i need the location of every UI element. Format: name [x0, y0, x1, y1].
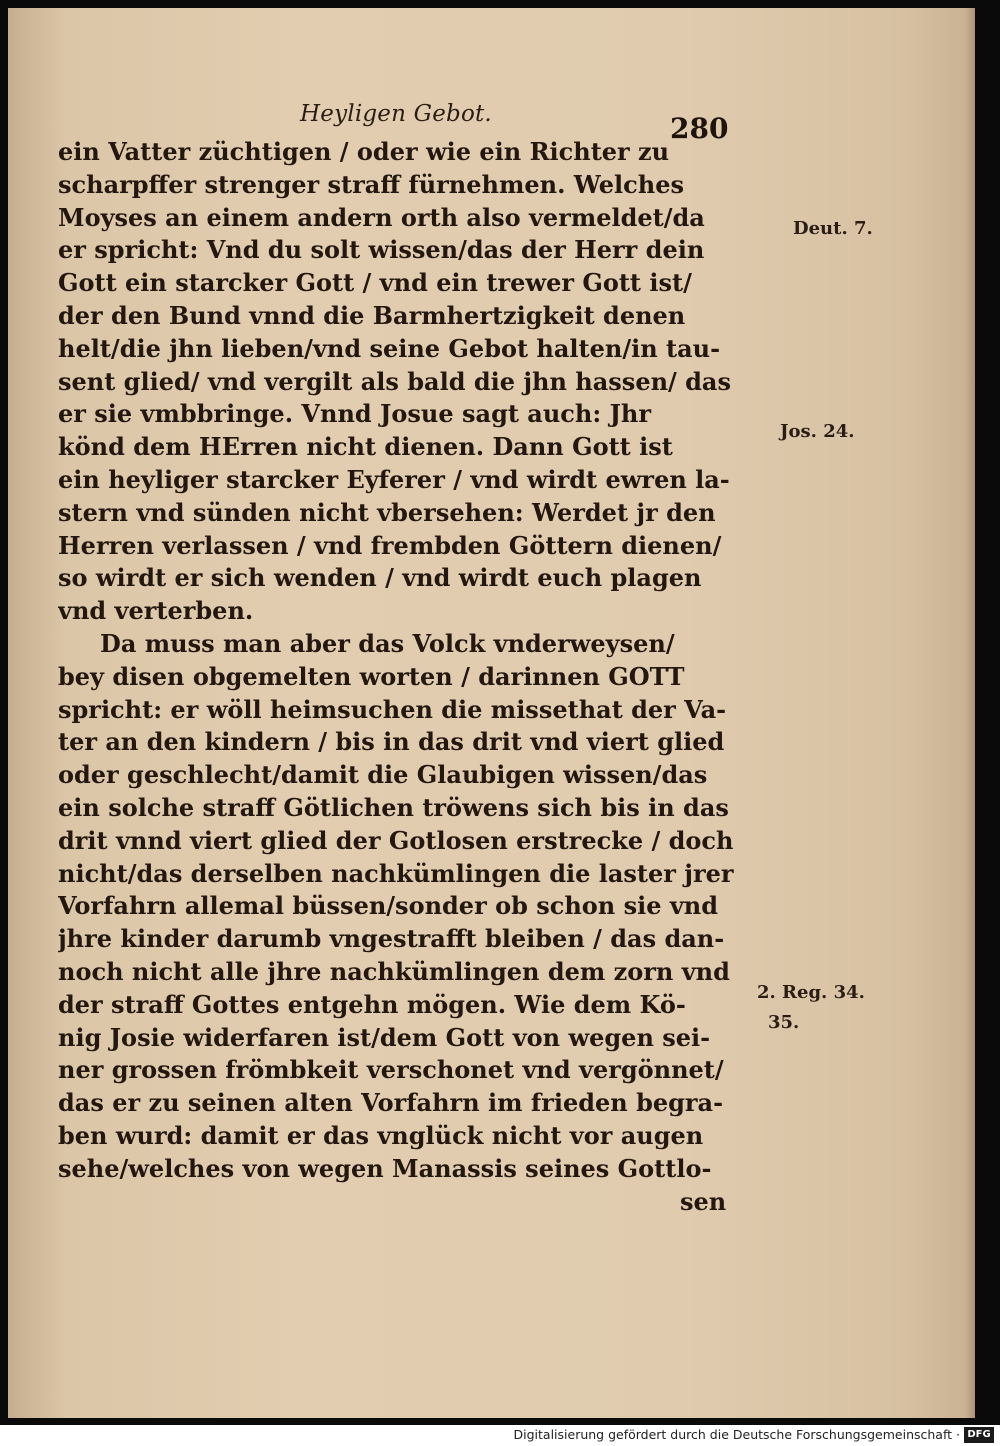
margin-note-reg: 2. Reg. 34.	[757, 982, 865, 1003]
text-line: helt/die jhn lieben/vnd seine Gebot halten/in tau-	[58, 333, 721, 363]
text-line: jhre kinder darumb vngestrafft bleiben / das dan-	[58, 924, 725, 954]
text-line: ben wurd: damit er das vnglück nicht vor augen	[58, 1120, 704, 1150]
text-line: Gott ein starcker Gott / vnd ein trewer Gott ist/	[58, 268, 692, 298]
text-line: ein heyliger starcker Eyferer / vnd wirdt ewren la-	[58, 464, 730, 494]
text-line: ner grossen frömbkeit verschonet vnd vergönnet/	[58, 1055, 724, 1085]
text-line: sehe/welches von wegen Manassis seines Gottlo-	[58, 1153, 712, 1183]
text-line: scharpffer strenger straff fürnehmen. Welches	[58, 169, 685, 199]
text-line: so wirdt er sich wenden / vnd wirdt euch plagen	[58, 563, 702, 593]
catchword: sen	[680, 1186, 727, 1216]
margin-note-jos: Jos. 24.	[780, 421, 855, 442]
text-line: der den Bund vnnd die Barmhertzigkeit denen	[58, 300, 686, 330]
text-line: drit vnnd viert glied der Gotlosen erstrecke / doch	[58, 825, 734, 855]
text-line: ter an den kindern / bis in das drit vnd viert glied	[58, 727, 725, 757]
dfg-logo: DFG	[964, 1427, 994, 1443]
text-line: Herren verlassen / vnd frembden Göttern dienen/	[58, 530, 722, 560]
text-line: Da muss man aber das Volck vnderweysen/	[100, 628, 675, 658]
text-line: der straff Gottes entgehn mögen. Wie dem Kö-	[58, 989, 686, 1019]
body-text	[58, 136, 748, 1218]
page-edge-shadow	[965, 8, 975, 1418]
text-line: sent glied/ vnd vergilt als bald die jhn hassen/ das	[58, 366, 731, 396]
page-number: 280	[670, 112, 729, 145]
text-line: spricht: er wöll heimsuchen die missethat der Va-	[58, 694, 727, 724]
text-line: bey disen obgemelten worten / darinnen GOTT	[58, 661, 685, 691]
text-line: das er zu seinen alten Vorfahrn im frieden begra-	[58, 1088, 724, 1118]
text-line: er sie vmbbringe. Vnnd Josue sagt auch: Jhr	[58, 399, 652, 429]
text-line: er spricht: Vnd du solt wissen/das der Herr dein	[58, 235, 705, 265]
text-line: ein Vatter züchtigen / oder wie ein Richter zu	[58, 137, 670, 166]
text-line: vnd verterben.	[58, 596, 254, 626]
text-line: nig Josie widerfaren ist/dem Gott von wegen sei-	[58, 1022, 711, 1052]
text-line: könd dem HErren nicht dienen. Dann Gott ist	[58, 432, 673, 462]
text-line: Vorfahrn allemal büssen/sonder ob schon sie vnd	[58, 891, 719, 921]
text-line: Moyses an einem andern orth also vermeldet/da	[58, 202, 705, 232]
text-line: nicht/das derselben nachkümlingen die laster jrer	[58, 858, 734, 888]
footer-bar	[0, 1425, 1000, 1446]
text-line: oder geschlecht/damit die Glaubigen wissen/das	[58, 760, 708, 790]
margin-note-deut: Deut. 7.	[793, 218, 873, 239]
text-line: ein solche straff Götlichen tröwens sich bis in das	[58, 792, 729, 822]
footer-credit: Digitalisierung gefördert durch die Deutsche Forschungsgemeinschaft ·	[513, 1427, 960, 1442]
text-line: stern vnd sünden nicht vbersehen: Werdet jr den	[58, 497, 716, 527]
margin-note-reg-cont: 35.	[768, 1012, 800, 1033]
running-head: Heyligen Gebot.	[300, 101, 492, 127]
text-line: noch nicht alle jhre nachkümlingen dem zorn vnd	[58, 956, 730, 986]
